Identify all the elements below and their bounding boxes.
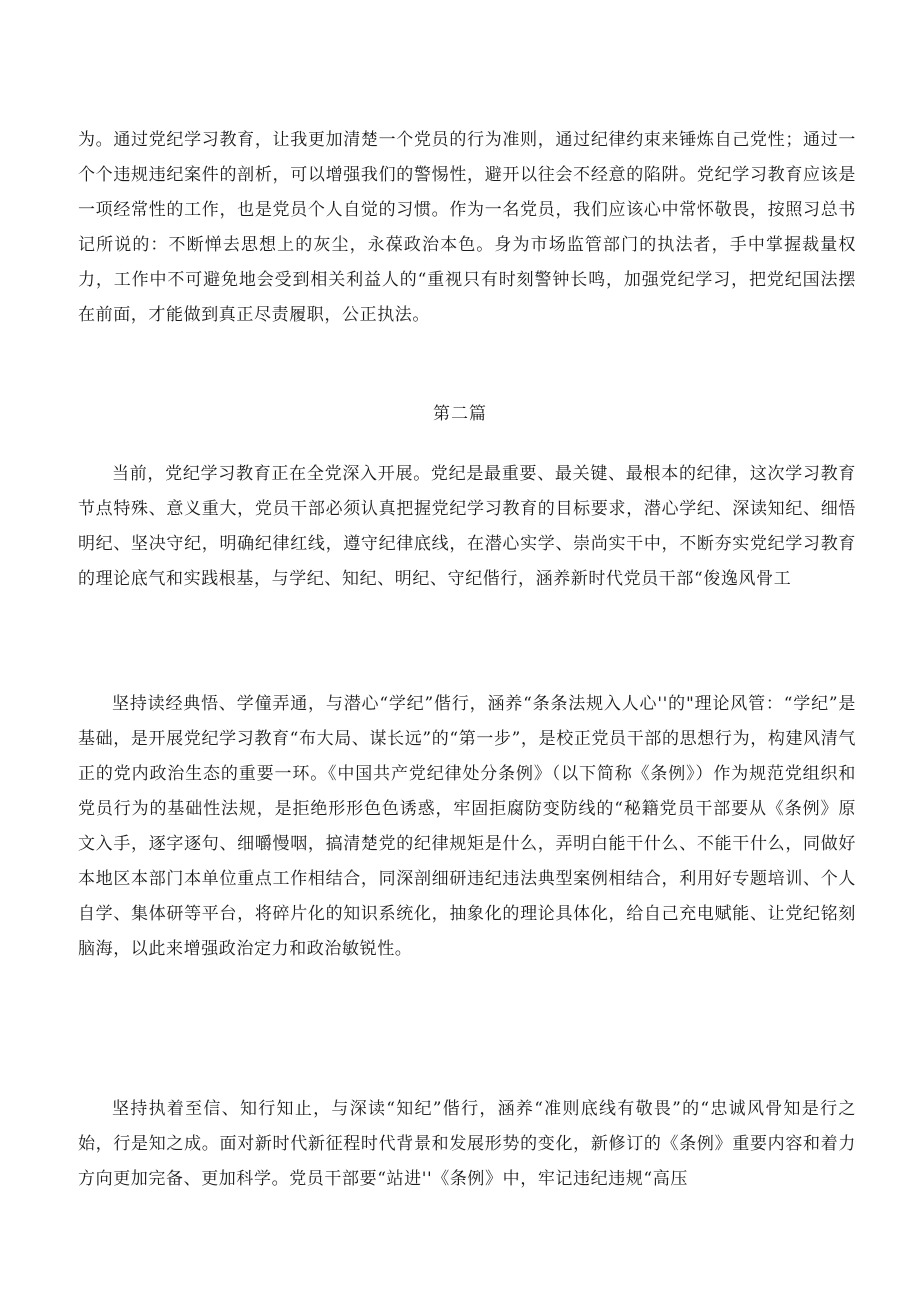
paragraph-know-discipline: 坚持执着至信、知行知止，与深读“知纪”偕行，涵养“准则底线有敬畏”的“忠诚风骨知是行之始，行是知之成。面对新时代新征程时代背景和发展形势的变化，新修订的《条例》重要内容和着力方向更加完备、更加科学。党员干部要“站进''《条例》中，牢记违纪违规“高压: [78, 1099, 856, 1189]
section-heading: 第二篇: [433, 404, 487, 424]
paragraph-study-discipline: 坚持读经典悟、学僮弄通，与潜心“学纪”偕行，涵养“条条法规入人心''的"理论风管：“学纪”是基础，是开展党纪学习教育“布大局、谋长远”的“第一步”，是校正党员干部的思想行为，构建风清气正的党内政治生态的重要一环。《中国共产党纪律处分条例》（以下简称《条例》）作为规范党组织和党员行为的基础性法规，是拒绝形形色色诱惑，牢固拒腐防变防线的“秘籍党员干部要从《条例》原文入手，逐字逐句、细嚼慢咽，搞清楚党的纪律规矩是什么，弄明白能干什么、不能干什么，同做好本地区本部门本单位重点工作相结合，同深剖细研违纪违法典型案例相结合，利用好专题培训、个人自学、集体研等平台，将碎片化的知识系统化，抽象化的理论具体化，给自己充电赋能、让党纪铭刻脑海，以此来增强政治定力和政治敏锐性。: [78, 694, 856, 959]
paragraph-continuation: 为。通过党纪学习教育，让我更加清楚一个党员的行为准则，通过纪律约束来锤炼自己党性；通过一个个违规违纪案件的剖析，可以增强我们的警惕性，避开以往会不经意的陷阱。党纪学习教育应该是一项经常性的工作，也是党员个人自觉的习惯。作为一名党员，我们应该心中常怀敬畏，按照习总书记所说的：不断惮去思想上的灰尘，永葆政治本色。身为市场监管部门的执法者，手中掌握裁量权力，工作中不可避免地会受到相关利益人的“重视只有时刻警钟长鸣，加强党纪学习，把党纪国法摆在前面，才能做到真正尽责履职，公正执法。: [78, 130, 856, 325]
paragraph-intro: 当前，党纪学习教育正在全党深入开展。党纪是最重要、最关键、最根本的纪律，这次学习教育节点特殊、意义重大，党员干部必须认真把握党纪学习教育的目标要求，潜心学纪、深读知纪、细悟明纪、坚决守纪，明确纪律红线，遵守纪律底线，在潜心实学、崇尚实干中，不断夯实党纪学习教育的理论底气和实践根基，与学纪、知纪、明纪、守纪偕行，涵养新时代党员干部“俊逸风骨工: [78, 464, 856, 589]
